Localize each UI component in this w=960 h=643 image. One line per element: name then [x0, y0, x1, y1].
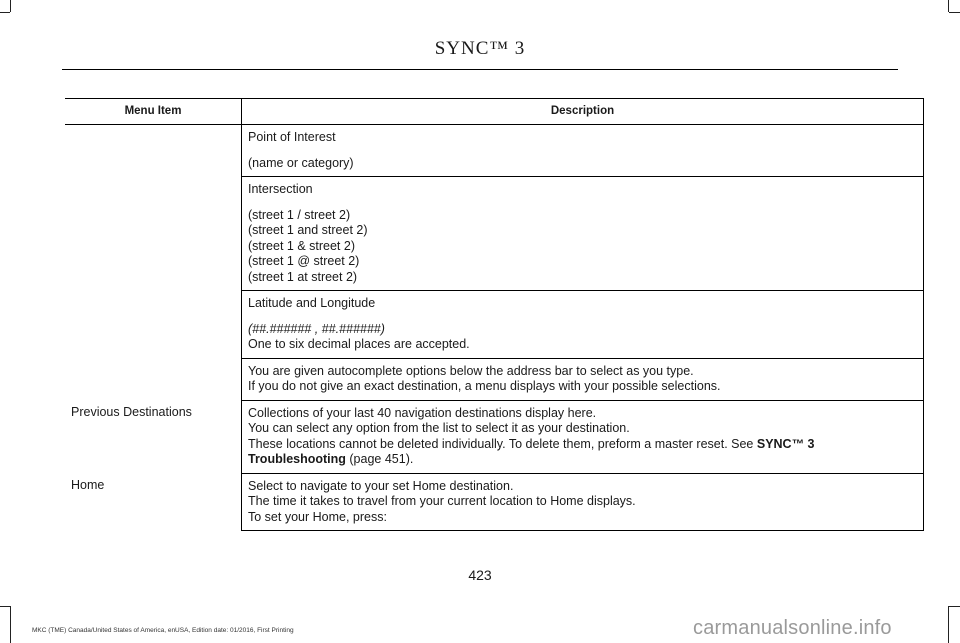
header-rule: [62, 69, 898, 70]
intersection-line: (street 1 at street 2): [248, 269, 358, 284]
previous-line: [248, 452, 917, 468]
menu-item-previous-destinations: Previous Destinations: [71, 405, 192, 419]
crop-mark: [10, 606, 11, 643]
table-row: [65, 358, 924, 400]
menu-item-cell: [65, 291, 242, 359]
crop-mark: [949, 12, 960, 13]
home-line: The time it takes to travel from your current location to Home displays.: [248, 494, 636, 508]
description-cell: [242, 177, 924, 291]
previous-text: These locations cannot be deleted individually. To delete them, preform a master reset. See: [248, 436, 757, 451]
poi-sub: (name or category): [248, 155, 354, 170]
description-cell: [242, 291, 924, 359]
home-line: Select to navigate to your set Home destination.: [248, 478, 514, 493]
troubleshooting-link[interactable]: Troubleshooting: [248, 452, 346, 466]
menu-item-cell: [65, 358, 242, 400]
poi-title: Point of Interest: [248, 130, 336, 144]
latlong-title: Latitude and Longitude: [248, 296, 376, 310]
intersection-line: (street 1 and street 2): [248, 223, 368, 237]
table-row: [65, 125, 924, 177]
latlong-format: (##.###### , ##.######): [248, 321, 385, 336]
crop-mark: [10, 0, 11, 12]
table-row: [65, 291, 924, 359]
menu-item-cell: [65, 125, 242, 177]
previous-line: [248, 437, 917, 453]
home-line: To set your Home, press:: [248, 509, 387, 524]
edition-footer: MKC (TME) Canada/United States of America, enUSA, Edition date: 01/2016, First Printing: [32, 627, 294, 634]
sync-troubleshooting-link[interactable]: SYNC™ 3: [756, 436, 815, 451]
page-title: SYNC™ 3: [434, 38, 526, 59]
menu-item-home: Home: [71, 478, 105, 492]
table-row: [65, 473, 924, 531]
crop-mark: [0, 606, 10, 607]
description-cell: [242, 473, 924, 531]
table-row: [65, 177, 924, 291]
crop-mark: [948, 606, 949, 643]
crop-mark: [949, 606, 960, 607]
intersection-line: (street 1 / street 2): [248, 207, 351, 222]
intersection-title: Intersection: [248, 182, 313, 196]
menu-table: [65, 98, 924, 531]
previous-line: Collections of your last 40 navigation destinations display here.: [248, 405, 597, 420]
table-header-row: [65, 99, 924, 125]
column-header-description: Description: [242, 99, 924, 125]
intersection-line: (street 1 @ street 2): [248, 254, 360, 268]
latlong-note: One to six decimal places are accepted.: [248, 337, 470, 351]
intersection-line: (street 1 & street 2): [248, 238, 355, 253]
menu-item-cell: [65, 177, 242, 291]
description-cell: [242, 125, 924, 177]
watermark: carmanualsonline.info: [693, 617, 892, 639]
column-header-menu-item: Menu Item: [65, 99, 242, 125]
page-number: 423: [468, 567, 492, 583]
table-row: [65, 400, 924, 473]
autocomplete-line: If you do not give an exact destination, a menu displays with your possible selections.: [248, 379, 721, 393]
crop-mark: [948, 0, 949, 12]
previous-line: You can select any option from the list to select it as your destination.: [248, 421, 630, 435]
page-reference: (page 451).: [345, 452, 414, 466]
description-cell: [242, 400, 924, 473]
autocomplete-line: You are given autocomplete options below the address bar to select as you type.: [248, 363, 694, 378]
description-cell: [242, 358, 924, 400]
crop-mark: [0, 12, 10, 13]
